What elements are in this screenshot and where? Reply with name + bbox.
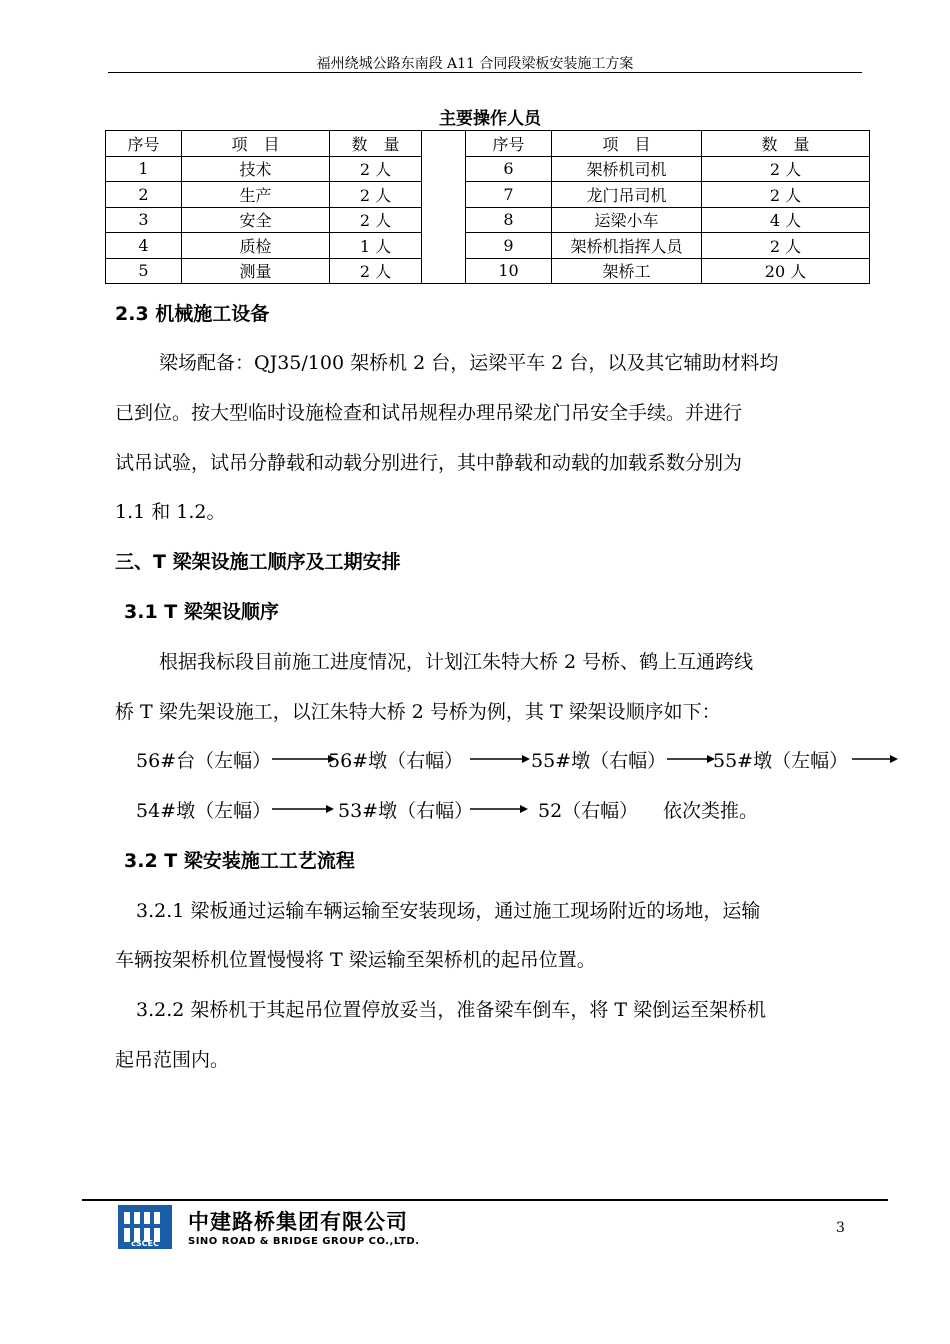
staff-table-title: 主要操作人员 (439, 109, 541, 129)
paragraph-line: 已到位。按大型临时设施检查和试吊规程办理吊梁龙门吊安全手续。并进行 (115, 402, 743, 424)
section-heading-3: 三、T 梁架设施工顺序及工期安排 (115, 551, 401, 573)
section-heading-2-3: 2.3 机械施工设备 (115, 303, 270, 325)
staff-table (105, 130, 870, 284)
arrow-right-icon (852, 752, 898, 766)
table-cell: 架桥机司机 (552, 156, 702, 182)
sequence-ending: 依次类推。 (663, 800, 759, 822)
sequence-step: 55#墩（右幅） (531, 750, 667, 772)
table-header-cell: 数 量 (330, 131, 422, 157)
table-cell: 20 人 (702, 258, 870, 284)
table-cell: 6 (466, 156, 552, 182)
sequence-step: 56#台（左幅） (136, 750, 272, 772)
table-cell: 质检 (182, 233, 330, 259)
table-cell: 2 人 (330, 258, 422, 284)
table-cell: 7 (466, 182, 552, 208)
table-spacer-column (422, 131, 466, 284)
sequence-step: 52（右幅） (538, 800, 639, 822)
arrow-right-icon (470, 752, 530, 766)
table-cell: 生产 (182, 182, 330, 208)
paragraph-line: 1.1 和 1.2。 (115, 501, 226, 523)
table-cell: 2 人 (702, 233, 870, 259)
table-cell: 9 (466, 233, 552, 259)
paragraph-line: 起吊范围内。 (115, 1049, 230, 1071)
sequence-step: 56#墩（右幅） (328, 750, 464, 772)
table-row (106, 156, 870, 182)
table-cell: 2 (106, 182, 182, 208)
table-cell: 4 人 (702, 207, 870, 233)
paragraph-line: 试吊试验，试吊分静载和动载分别进行，其中静载和动载的加载系数分别为 (115, 452, 743, 474)
table-header-cell: 数 量 (702, 131, 870, 157)
table-cell: 1 人 (330, 233, 422, 259)
table-header-cell: 项 目 (182, 131, 330, 157)
table-cell: 龙门吊司机 (552, 182, 702, 208)
table-header-row (106, 131, 870, 157)
paragraph-line: 根据我标段目前施工进度情况，计划江朱特大桥 2 号桥、鹤上互通跨线 (159, 651, 754, 673)
company-logo (118, 1205, 172, 1249)
company-name-en: SINO ROAD & BRIDGE GROUP CO.,LTD. (188, 1236, 420, 1247)
table-cell: 8 (466, 207, 552, 233)
arrow-right-icon (272, 802, 334, 816)
sequence-step: 55#墩（左幅） (713, 750, 849, 772)
table-cell: 1 (106, 156, 182, 182)
sequence-step: 53#墩（右幅） (338, 800, 474, 822)
table-cell: 2 人 (702, 156, 870, 182)
table-cell: 架桥工 (552, 258, 702, 284)
table-cell: 10 (466, 258, 552, 284)
paragraph-line: 桥 T 梁先架设施工，以江朱特大桥 2 号桥为例，其 T 梁架设顺序如下： (115, 701, 721, 723)
arrow-right-icon (667, 752, 715, 766)
table-header-cell: 项 目 (552, 131, 702, 157)
page-header-title: 福州绕城公路东南段 A11 合同段梁板安装施工方案 (316, 56, 634, 72)
header-divider (108, 72, 862, 73)
table-cell: 运梁小车 (552, 207, 702, 233)
table-cell: 测量 (182, 258, 330, 284)
table-row (106, 258, 870, 284)
table-row (106, 207, 870, 233)
table-header-cell: 序号 (106, 131, 182, 157)
page-number: 3 (836, 1220, 845, 1236)
table-cell: 安全 (182, 207, 330, 233)
table-cell: 技术 (182, 156, 330, 182)
table-row (106, 182, 870, 208)
table-cell: 5 (106, 258, 182, 284)
footer-divider (82, 1199, 888, 1201)
section-heading-3-1: 3.1 T 梁架设顺序 (124, 601, 279, 623)
table-cell: 4 (106, 233, 182, 259)
table-header-cell: 序号 (466, 131, 552, 157)
paragraph-line: 车辆按架桥机位置慢慢将 T 梁运输至架桥机的起吊位置。 (115, 949, 596, 971)
table-cell: 架桥机指挥人员 (552, 233, 702, 259)
sequence-step: 54#墩（左幅） (136, 800, 272, 822)
company-name-cn: 中建路桥集团有限公司 (188, 1210, 408, 1234)
logo-text: cSCEC (131, 1239, 159, 1248)
paragraph-line: 3.2.2 架桥机于其起吊位置停放妥当，准备梁车倒车，将 T 梁倒运至架桥机 (136, 999, 767, 1021)
table-cell: 2 人 (330, 156, 422, 182)
paragraph-line: 梁场配备：QJ35/100 架桥机 2 台，运梁平车 2 台，以及其它辅助材料均 (159, 352, 779, 374)
section-heading-3-2: 3.2 T 梁安装施工工艺流程 (124, 850, 355, 872)
table-cell: 2 人 (330, 207, 422, 233)
paragraph-line: 3.2.1 梁板通过运输车辆运输至安装现场，通过施工现场附近的场地，运输 (136, 900, 761, 922)
table-cell: 2 人 (330, 182, 422, 208)
table-row (106, 233, 870, 259)
table-cell: 2 人 (702, 182, 870, 208)
table-cell: 3 (106, 207, 182, 233)
arrow-right-icon (470, 802, 528, 816)
arrow-right-icon (272, 752, 336, 766)
